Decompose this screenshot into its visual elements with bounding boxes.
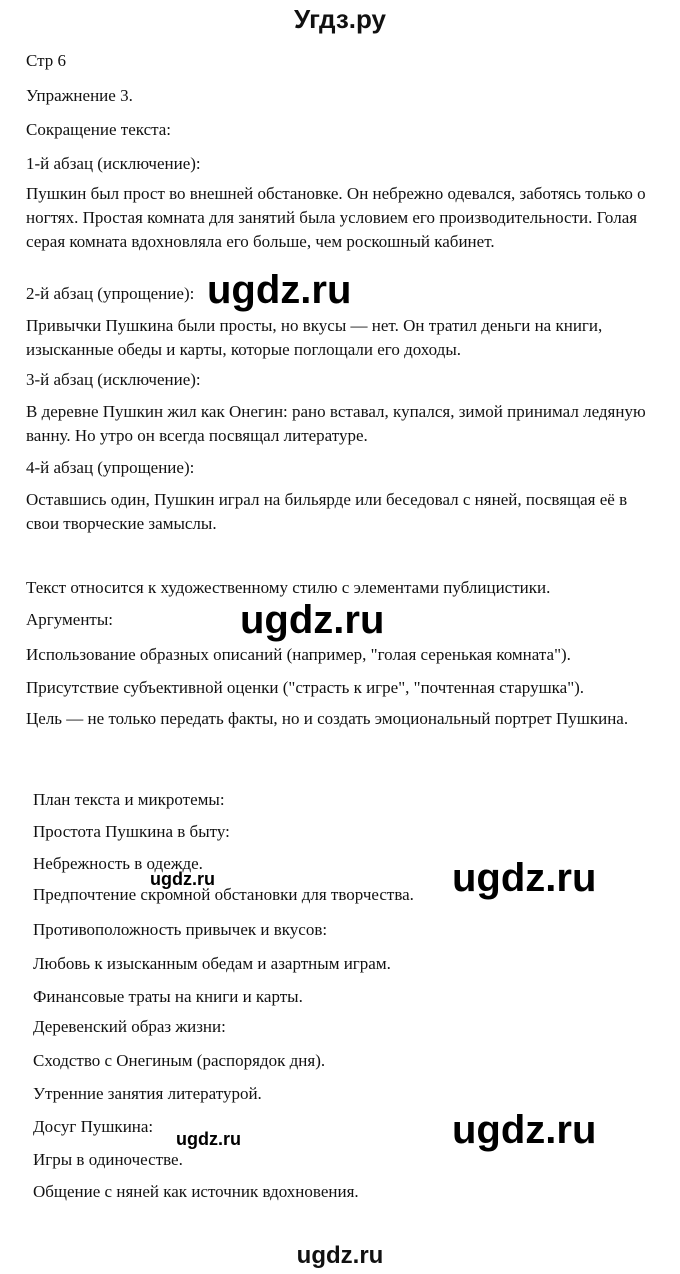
plan-heading: План текста и микротемы: xyxy=(33,790,225,809)
argument-2: Присутствие субъективной оценки ("страсть к игре", "почтенная старушка"). xyxy=(26,678,585,697)
watermark: ugdz.ru xyxy=(207,268,352,312)
plan-item-3: Деревенский образ жизни: xyxy=(33,1017,226,1036)
watermark: ugdz.ru xyxy=(150,869,215,889)
plan-item-4a: Игры в одиночестве. xyxy=(33,1150,183,1169)
reduction-heading: Сокращение текста: xyxy=(26,120,172,139)
plan-item-2a: Любовь к изысканным обедам и азартным играм. xyxy=(33,954,391,973)
argument-3: Цель — не только передать факты, но и создать эмоциональный портрет Пушкина. xyxy=(26,709,629,728)
paragraph-3-label: 3-й абзац (исключение): xyxy=(26,370,201,389)
paragraph-4-text: Оставшись один, Пушкин играл на бильярде или беседовал с няней, посвящая её в свои творческие замыслы. xyxy=(26,490,628,533)
page-number: Стр 6 xyxy=(26,51,67,70)
plan-item-1b: Предпочтение скромной обстановки для творчества. xyxy=(33,885,414,904)
plan-item-1: Простота Пушкина в быту: xyxy=(33,822,230,841)
style-statement: Текст относится к художественному стилю с элементами публицистики. xyxy=(26,578,551,597)
watermark: ugdz.ru xyxy=(452,856,597,900)
paragraph-1-text: Пушкин был прост во внешней обстановке. Он небрежно одевался, заботясь только о ногтях. Простая комната для занятий была условием его производительности. Голая серая комната вдохновляла его больше, чем роскошный кабинет. xyxy=(26,184,646,251)
watermark: ugdz.ru xyxy=(240,598,385,642)
plan-item-3a: Сходство с Онегиным (распорядок дня). xyxy=(33,1051,326,1070)
exercise-title: Упражнение 3. xyxy=(26,86,133,105)
paragraph-2-text: Привычки Пушкина были просты, но вкусы — нет. Он тратил деньги на книги, изысканные обеды и карты, которые поглощали его доходы. xyxy=(26,316,603,359)
plan-item-3b: Утренние занятия литературой. xyxy=(33,1084,262,1103)
paragraph-3-text: В деревне Пушкин жил как Онегин: рано вставал, купался, зимой принимал ледяную ванну. Но утро он всегда посвящал литературе. xyxy=(26,402,646,445)
plan-item-2: Противоположность привычек и вкусов: xyxy=(33,920,328,939)
plan-item-1a: Небрежность в одежде. xyxy=(33,854,203,873)
paragraph-1-label: 1-й абзац (исключение): xyxy=(26,154,201,173)
paragraph-4-label: 4-й абзац (упрощение): xyxy=(26,458,195,477)
watermark: ugdz.ru xyxy=(176,1129,241,1149)
site-title: Угдз.ру xyxy=(294,4,386,34)
footer-watermark: ugdz.ru xyxy=(296,1242,384,1269)
arguments-label: Аргументы: xyxy=(26,610,114,629)
watermark: ugdz.ru xyxy=(452,1108,597,1152)
plan-item-2b: Финансовые траты на книги и карты. xyxy=(33,987,303,1006)
paragraph-2-label: 2-й абзац (упрощение): xyxy=(26,284,195,303)
plan-item-4b: Общение с няней как источник вдохновения. xyxy=(33,1182,359,1201)
plan-item-4: Досуг Пушкина: xyxy=(33,1117,154,1136)
argument-1: Использование образных описаний (например, "голая серенькая комната"). xyxy=(26,645,571,664)
